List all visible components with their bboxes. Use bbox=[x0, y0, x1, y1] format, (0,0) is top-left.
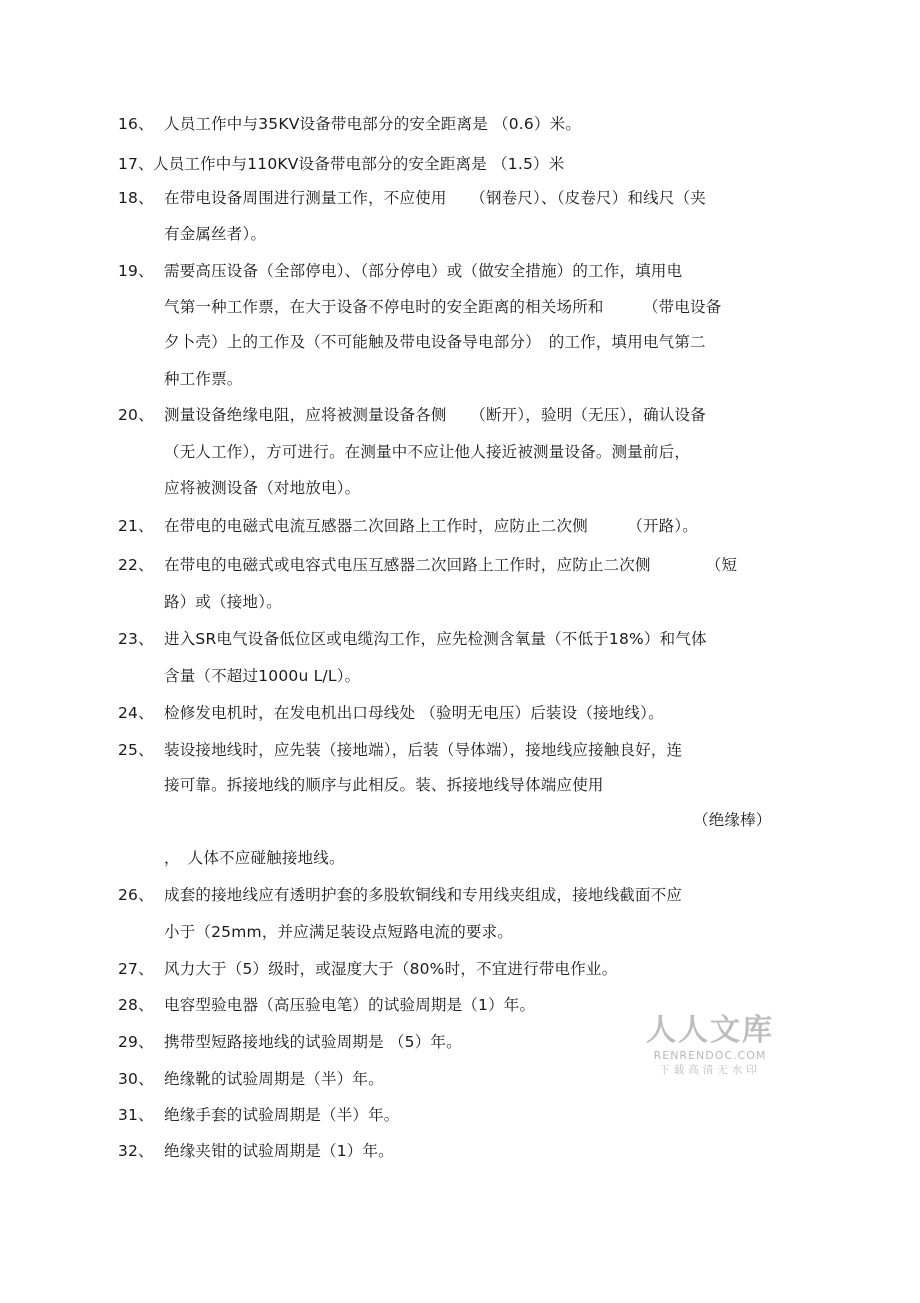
item-text-line: 测量设备绝缘电阻，应将被测量设备各侧 （断开），验明（无压），确认设备 bbox=[164, 406, 706, 424]
item-text-line: 携带型短路接地线的试验周期是 （5）年。 bbox=[164, 1033, 462, 1051]
item-number: 31、 bbox=[118, 1106, 154, 1124]
item-text-line: 人员工作中与35KV设备带电部分的安全距离是 （0.6）米。 bbox=[164, 115, 582, 133]
item-number: 27、 bbox=[118, 960, 154, 978]
item-text-line: 电容型验电器（高压验电笔）的试验周期是（1）年。 bbox=[164, 996, 536, 1014]
item-text-line: （无人工作），方可进行。在测量中不应让他人接近被测量设备。测量前后， bbox=[164, 443, 691, 461]
item-text-line: 成套的接地线应有透明护套的多股软铜线和专用线夹组成，接地线截面不应 bbox=[164, 886, 683, 904]
item-text-line: 检修发电机时，在发电机出口母线处 （验明无电压）后装设（接地线）。 bbox=[164, 704, 664, 722]
item-text-line: 有金属丝者）。 bbox=[164, 225, 267, 243]
watermark-subtitle: 下载高清无水印 bbox=[659, 1064, 761, 1076]
item-number: 19、 bbox=[118, 262, 154, 280]
item-text-line: 应将被测设备（对地放电）。 bbox=[164, 479, 361, 497]
item-number: 18、 bbox=[118, 189, 154, 207]
item-number: 17、 bbox=[118, 155, 154, 173]
item-text-line: 在带电设备周围进行测量工作，不应使用 （钢卷尺）、（皮卷尺）和线尺（夹 bbox=[164, 189, 706, 207]
item-number: 20、 bbox=[118, 406, 154, 424]
item-text-line: 种工作票。 bbox=[164, 370, 243, 388]
item-text-line: （绝缘棒） bbox=[693, 811, 772, 829]
item-text-line: 在带电的电磁式电流互感器二次回路上工作时，应防止二次侧 （开路）。 bbox=[164, 517, 699, 535]
item-text-line: 绝缘夹钳的试验周期是（1）年。 bbox=[164, 1142, 394, 1160]
item-number: 29、 bbox=[118, 1033, 154, 1051]
item-number: 23、 bbox=[118, 630, 154, 648]
watermark-title: 人人文库 bbox=[646, 1013, 774, 1048]
item-text-line: 需要高压设备（全部停电）、（部分停电）或（做安全措施）的工作，填用电 bbox=[164, 262, 683, 280]
watermark-domain: RENRENDOC.COM bbox=[653, 1049, 767, 1062]
item-text-line: 气第一种工作票，在大于设备不停电时的安全距离的相关场所和 （带电设备 bbox=[164, 298, 722, 316]
item-number: 24、 bbox=[118, 704, 154, 722]
item-text-line: 绝缘靴的试验周期是（半）年。 bbox=[164, 1070, 384, 1088]
item-text-line: 小于（25mm，并应满足装设点短路电流的要求。 bbox=[164, 923, 514, 941]
item-text-line: 人员工作中与110KV设备带电部分的安全距离是 （1.5）米 bbox=[153, 155, 565, 173]
item-number: 26、 bbox=[118, 886, 154, 904]
item-text-line: 绝缘手套的试验周期是（半）年。 bbox=[164, 1106, 400, 1124]
item-number: 30、 bbox=[118, 1070, 154, 1088]
item-number: 21、 bbox=[118, 517, 154, 535]
item-text-line: 含量（不超过1000u L/L）。 bbox=[164, 667, 361, 685]
item-text-line: 装设接地线时，应先装（接地端），后装（导体端），接地线应接触良好，连 bbox=[164, 741, 683, 759]
item-text-line: 夕卜壳）上的工作及（不可能触及带电设备导电部分） 的工作，填用电气第二 bbox=[164, 333, 706, 351]
item-number: 32、 bbox=[118, 1142, 154, 1160]
item-number: 16、 bbox=[118, 115, 154, 133]
item-text-line: 路）或（接地）。 bbox=[164, 593, 282, 611]
item-number: 28、 bbox=[118, 996, 154, 1014]
item-text-line: 在带电的电磁式或电容式电压互感器二次回路上工作时，应防止二次侧 （短 bbox=[164, 556, 738, 574]
item-number: 22、 bbox=[118, 556, 154, 574]
item-text-line: 进入SR电气设备低位区或电缆沟工作，应先检测含氧量（不低于18%）和气体 bbox=[164, 630, 707, 648]
item-number: 25、 bbox=[118, 741, 154, 759]
item-text-line: 接可靠。拆接地线的顺序与此相反。装、拆接地线导体端应使用 bbox=[164, 776, 604, 794]
item-text-line: 风力大于（5）级时，或湿度大于（80%时，不宜进行带电作业。 bbox=[164, 960, 618, 978]
watermark-logo bbox=[646, 1013, 774, 1077]
item-text-line: ， 人体不应碰触接地线。 bbox=[164, 849, 345, 867]
